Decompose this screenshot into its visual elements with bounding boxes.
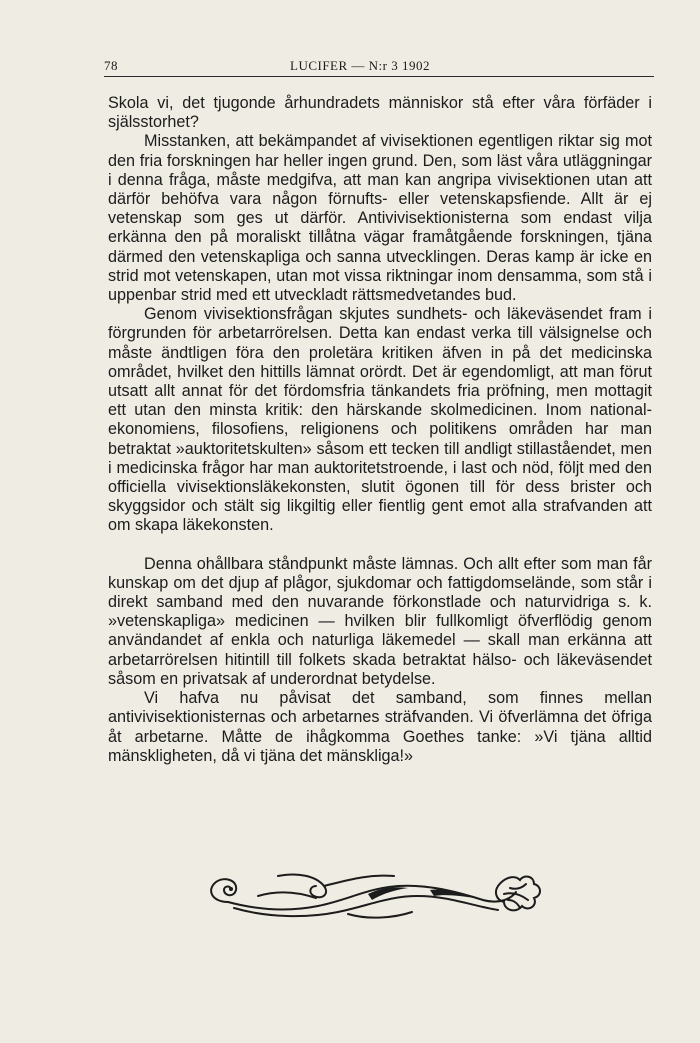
running-title: LUCIFER — N:r 3 1902 [290, 58, 430, 73]
paragraph-untenable-position: Denna ohållbara ståndpunkt måste lämnas. Och allt efter som man får kunskap om det djup af plågor, sjukdomar och fattigdomseländе, som står i direkt samband med den nuvarande förkonstlade och naturvidriga s. k. »vetenskapliga» medicinen — hvilken blir fullkomligt öfverflödig genom användandet af enkla och naturliga läkemedel — skall man erkänna att arbetarrörelsen hitintill till folkets skada betraktat hälso- och läkeväsendet såsom en privatsak af underordnat betydelse. [108, 554, 652, 688]
article-body [108, 94, 652, 766]
paragraph-intro-question: Skola vi, det tjugonde århundradets människor stå efter våra förfäder i själsstorhet? [108, 94, 652, 132]
paragraph-suspicion: Misstanken, att bekämpandet af vivisektionen egentligen riktar sig mot den fria forskningen har heller ingen grund. Den, som läst våra utläggningar i denna fråga, måste medgifva, att man kan angripa vivisektionen utan att därför behöfva vara någon förnufts- eller vetenskapsfiende. Allt är ej vetenskap som ges ut därför. Antivivisektionisterna som endast vilja erkänna den på moraliskt tillåtna vägar framåtgående forskningen, tjäna därmed den vetenskapliga och sanna utvecklingen. Deras kamp är icke en strid mot vetenskapen, utan mot vissa riktningar inom densamma, som stå i uppenbar strid med ett utveckladt rättsmedvetandes bud. [108, 132, 652, 305]
paragraph-conclusion: Vi hafva nu påvisat det samband, som finnes mellan antivivisektionisternas och arbetarnes sträfvanden. Vi öfverlämna det öfriga åt arbetarne. Måtte de ihågkomma Goethes tanke: »Vi tjäna alltid mänskligheten, då vi tjäna det mänskliga!» [108, 689, 652, 765]
running-header [104, 58, 654, 78]
page-number: 78 [104, 58, 118, 73]
header-rule [104, 76, 654, 77]
acanthus-scroll-ornament-icon [198, 866, 550, 926]
paragraph-health-question: Genom vivisektionsfrågan skjutes sundhets- och läkeväsendet fram i förgrunden för arbetarrörelsen. Detta kan endast verka till välsignelse och måste ändtligen föra den proletära kritiken äfven in på det medicinska området, hvilket den hittills lämnat orördt. Det är egendomligt, att man förut utsatt allt annat för det fördomsfria tänkandets fria pröfning, men mottagit ett utan den minsta kritik: den härskande skolmedicinen. Inom national-ekonomiens, filosofiens, religionens och politikens områden har man betraktat »auktoritetskulten» såsom ett tecken till andligt stillaståendet, men i medicinska frågor har man auktoritetstroende, i last och nöd, följt med den officiella vivisektionsläkekonsten, slutit ögonen till för dess brister och skyggsidor och stält sig likgiltig eller fientlig gent emot alla strafvanden att om skapa läkekonsten. [108, 305, 652, 535]
